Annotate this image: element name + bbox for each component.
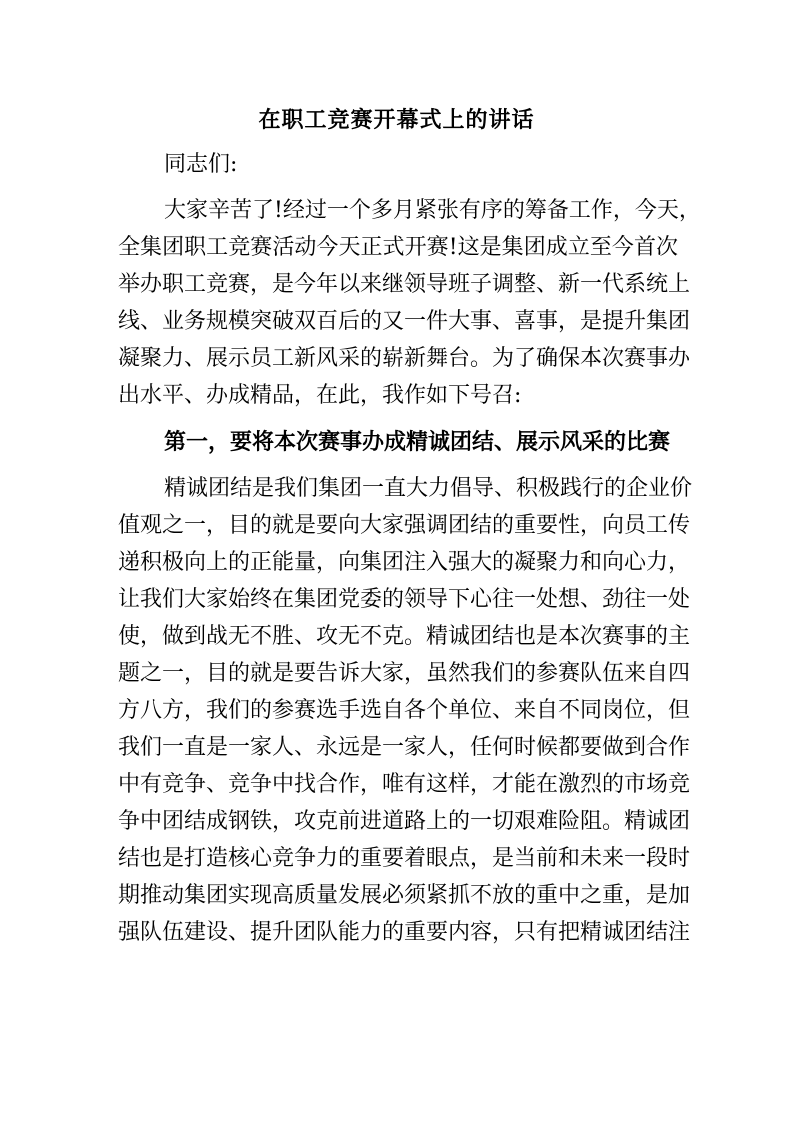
paragraph-2-line: 题之一，目的就是要告诉大家，虽然我们的参赛队伍来自四 (118, 661, 691, 686)
paragraph-2-line: 我们一直是一家人、永远是一家人，任何时候都要做到合作 (118, 735, 691, 760)
document-title: 在职工竞赛开幕式上的讲话 (258, 107, 535, 133)
paragraph-1-line: 全集团职工竞赛活动今天正式开赛!这是集团成立至今首次 (118, 235, 678, 260)
paragraph-1-line: 大家辛苦了!经过一个多月紧张有序的筹备工作，今天， (164, 198, 701, 223)
paragraph-2-line: 值观之一，目的就是要向大家强调团结的重要性，向员工传 (118, 513, 691, 538)
paragraph-1-line: 线、业务规模突破双百后的又一件大事、喜事，是提升集团 (118, 309, 691, 334)
section-heading-1: 第一，要将本次赛事办成精诚团结、展示风采的比赛 (164, 429, 671, 455)
paragraph-2-line: 让我们大家始终在集团党委的领导下心往一处想、劲往一处 (118, 587, 691, 612)
paragraph-2-line: 使，做到战无不胜、攻无不克。精诚团结也是本次赛事的主 (118, 624, 691, 649)
paragraph-2-line: 中有竞争、竞争中找合作，唯有这样，才能在激烈的市场竞 (118, 772, 691, 797)
paragraph-2-line: 强队伍建设、提升团队能力的重要内容，只有把精诚团结注 (118, 920, 691, 945)
paragraph-1-line: 凝聚力、展示员工新风采的崭新舞台。为了确保本次赛事办 (118, 346, 691, 371)
paragraph-2-line: 争中团结成钢铁，攻克前进道路上的一切艰难险阻。精诚团 (118, 809, 691, 834)
paragraph-1-line: 举办职工竞赛，是今年以来继领导班子调整、新一代系统上 (118, 272, 691, 297)
paragraph-2-line: 精诚团结是我们集团一直大力倡导、积极践行的企业价 (164, 476, 693, 501)
paragraph-2-line: 结也是打造核心竞争力的重要着眼点，是当前和未来一段时 (118, 846, 691, 871)
paragraph-2-line: 方八方，我们的参赛选手选自各个单位、来自不同岗位，但 (118, 698, 691, 723)
salutation: 同志们: (164, 152, 238, 177)
paragraph-1-line: 出水平、办成精品，在此，我作如下号召: (118, 383, 522, 408)
paragraph-2-line: 递积极向上的正能量，向集团注入强大的凝聚力和向心力， (118, 550, 691, 575)
paragraph-2-line: 期推动集团实现高质量发展必须紧抓不放的重中之重，是加 (118, 883, 691, 908)
